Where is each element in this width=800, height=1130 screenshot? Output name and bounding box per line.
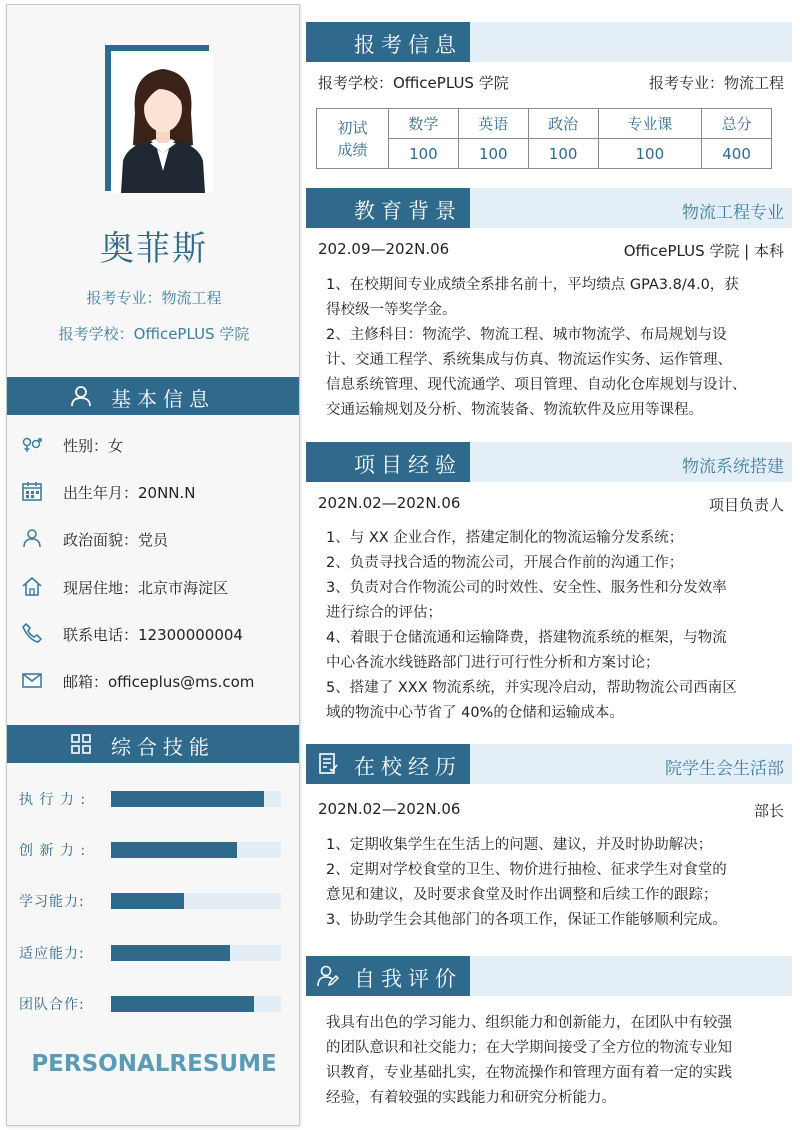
exam-major: 报考专业：物流工程 — [648, 74, 784, 92]
self-header-strip — [470, 956, 792, 996]
skill-row — [19, 890, 285, 914]
project-header-strip — [470, 442, 792, 482]
project-period: 202N.02—202N.06 — [318, 494, 461, 512]
education-meta — [318, 240, 784, 258]
campus-header-strip — [470, 744, 792, 784]
gender-icon — [21, 433, 43, 455]
text-line: 的团队意识和社交能力；在大学期间接受了全方位的物流专业知 — [326, 1040, 732, 1056]
project-meta — [318, 494, 784, 512]
skill-row — [19, 788, 285, 812]
project-tag: 物流系统搭建 — [682, 457, 784, 477]
score-cell: 100 — [598, 139, 702, 169]
birth-text: 出生年月：20NN.N — [63, 484, 196, 502]
mail-icon — [21, 669, 43, 691]
skill-bar-track — [111, 842, 281, 858]
basic-info-header — [7, 377, 299, 415]
campus-tag: 院学生会生活部 — [665, 759, 784, 779]
skill-row — [19, 942, 285, 966]
skill-row — [19, 839, 285, 863]
profile-photo — [105, 45, 215, 195]
skill-row — [19, 993, 285, 1017]
text-line: 2、负责寻找合适的物流公司，开展合作前的沟通工作； — [326, 555, 684, 571]
phone-text: 联系电话：12300000004 — [63, 626, 243, 644]
score-cell: 100 — [458, 139, 528, 169]
skill-bar-fill — [111, 996, 254, 1012]
skill-label: 创 新 力 : — [19, 843, 87, 859]
text-line: 2、主修科目：物流学、物流工程、城市物流学、布局规划与设 — [326, 327, 727, 343]
score-cell: 100 — [528, 139, 598, 169]
skill-label: 学习能力: — [19, 894, 85, 910]
text-line: 信息系统管理、现代流通学、项目管理、自动化仓库规划与设计、 — [326, 377, 747, 393]
self-title: 自我评价 — [354, 967, 462, 991]
score-row-head-line: 成绩 — [337, 140, 368, 159]
grid-icon — [69, 732, 93, 756]
info-email — [21, 668, 291, 694]
phone-icon — [21, 622, 43, 644]
politics-text: 政治面貌：党员 — [63, 531, 169, 549]
text-line: 交通运输规划及分析、物流装备、物流软件及应用等课程。 — [326, 402, 703, 418]
text-line: 我具有出色的学习能力、组织能力和创新能力，在团队中有较强 — [326, 1015, 732, 1031]
person-badge-icon — [21, 527, 43, 549]
table-row — [317, 109, 772, 139]
skills-title: 综合技能 — [111, 735, 215, 759]
skills-header — [7, 725, 299, 763]
info-phone — [21, 621, 291, 647]
subject-cell: 专业课 — [598, 109, 702, 139]
basic-info-title: 基本信息 — [111, 387, 215, 411]
education-header-strip — [470, 188, 792, 228]
education-tag: 物流工程专业 — [682, 203, 784, 223]
text-line: 识教育，专业基础扎实，在物流操作和管理方面有着一定的实践 — [326, 1065, 732, 1081]
text-line: 5、搭建了 XXX 物流系统，并实现冷启动，帮助物流公司西南区 — [326, 680, 737, 696]
text-line: 进行综合的评估； — [326, 605, 442, 621]
text-line: 计、交通工程学、系统集成与仿真、物流运作实务、运作管理、 — [326, 352, 732, 368]
text-line: 2、定期对学校食堂的卫生、物价进行抽检、征求学生对食堂的 — [326, 862, 727, 878]
skill-label: 适应能力: — [19, 946, 85, 962]
sidebar-school: 报考学校：OfficePLUS 学院 — [58, 325, 250, 343]
text-line: 1、定期收集学生在生活上的问题、建议，并及时协助解决； — [326, 837, 713, 853]
skill-label: 执 行 力 : — [19, 792, 87, 808]
skill-bar-fill — [111, 893, 184, 909]
subject-cell: 总分 — [702, 109, 772, 139]
text-line: 1、与 XX 企业合作，搭建定制化的物流运输分发系统； — [326, 530, 684, 546]
skill-bar-track — [111, 893, 281, 909]
subject-cell: 英语 — [458, 109, 528, 139]
score-row-head-line: 初试 — [337, 118, 368, 137]
sidebar-major: 报考专业：物流工程 — [86, 289, 222, 307]
exam-header-bar — [306, 22, 470, 62]
score-cell: 100 — [389, 139, 459, 169]
self-details — [326, 1011, 778, 1111]
exam-school: 报考学校：OfficePLUS 学院 — [318, 74, 509, 92]
user-icon — [69, 384, 93, 408]
skill-bar-track — [111, 791, 281, 807]
text-line: 4、着眼于仓储流通和运输降费，搭建物流系统的框架，与物流 — [326, 630, 727, 646]
education-title: 教育背景 — [354, 199, 462, 223]
project-details — [326, 526, 778, 726]
candidate-name: 奥菲斯 — [100, 229, 208, 269]
gender-text: 性别：女 — [63, 437, 124, 455]
email-text: 邮箱：officeplus@ms.com — [63, 673, 255, 691]
campus-period: 202N.02—202N.06 — [318, 800, 461, 818]
avatar — [113, 53, 213, 193]
skill-bar-fill — [111, 842, 237, 858]
info-address — [21, 574, 291, 600]
exam-info-line — [318, 72, 784, 93]
self-section-header — [306, 956, 792, 996]
user-edit-icon — [316, 964, 340, 988]
document-icon — [316, 752, 340, 776]
education-period: 202.09—202N.06 — [318, 240, 450, 258]
text-line: 3、负责对合作物流公司的时效性、安全性、服务性和分发效率 — [326, 580, 727, 596]
text-line: 3、协助学生会其他部门的各项工作，保证工作能够顺利完成。 — [326, 912, 727, 928]
subject-cell: 政治 — [528, 109, 598, 139]
text-line: 经验，有着较强的实践能力和研究分析能力。 — [326, 1090, 616, 1106]
score-cell: 400 — [702, 139, 772, 169]
text-line: 得校级一等奖学金。 — [326, 302, 457, 318]
info-politics — [21, 526, 291, 552]
exam-section-header — [306, 22, 792, 62]
sidebar — [6, 4, 300, 1126]
text-line: 中心各流水线链路部门进行可行性分析和方案讨论； — [326, 655, 660, 671]
campus-role: 部长 — [753, 802, 784, 820]
subject-cell: 数学 — [389, 109, 459, 139]
skill-bar-track — [111, 996, 281, 1012]
exam-title: 报考信息 — [354, 33, 462, 57]
text-line: 域的物流中心节省了 40%的仓储和运输成本。 — [326, 705, 624, 721]
address-text: 现居住地：北京市海淀区 — [63, 579, 229, 597]
exam-header-strip — [470, 22, 792, 62]
education-header-bar — [306, 188, 470, 228]
calendar-icon — [21, 480, 43, 502]
education-details — [326, 273, 778, 423]
score-table — [316, 108, 772, 169]
brand-wordmark: PERSONALRESUME — [31, 1051, 277, 1077]
text-line: 1、在校期间专业成绩全系排名前十，平均绩点 GPA3.8/4.0，获 — [326, 277, 739, 293]
project-title: 项目经验 — [354, 453, 462, 477]
skill-label: 团队合作: — [19, 997, 85, 1013]
text-line: 意见和建议，及时要求食堂及时作出调整和后续工作的跟踪； — [326, 887, 718, 903]
info-birth — [21, 479, 291, 505]
campus-header-bar — [306, 744, 470, 784]
education-section-header — [306, 188, 792, 228]
self-header-bar — [306, 956, 470, 996]
info-gender — [21, 432, 291, 458]
campus-section-header — [306, 744, 792, 784]
project-role: 项目负责人 — [708, 496, 784, 514]
skill-bar-fill — [111, 791, 264, 807]
project-header-bar — [306, 442, 470, 482]
education-school: OfficePLUS 学院 | 本科 — [623, 242, 784, 260]
campus-title: 在校经历 — [354, 755, 462, 779]
campus-details — [326, 833, 778, 933]
score-row-head — [317, 109, 389, 169]
skill-bar-fill — [111, 945, 230, 961]
campus-meta — [318, 800, 784, 818]
project-section-header — [306, 442, 792, 482]
home-icon — [21, 575, 43, 597]
skill-bar-track — [111, 945, 281, 961]
